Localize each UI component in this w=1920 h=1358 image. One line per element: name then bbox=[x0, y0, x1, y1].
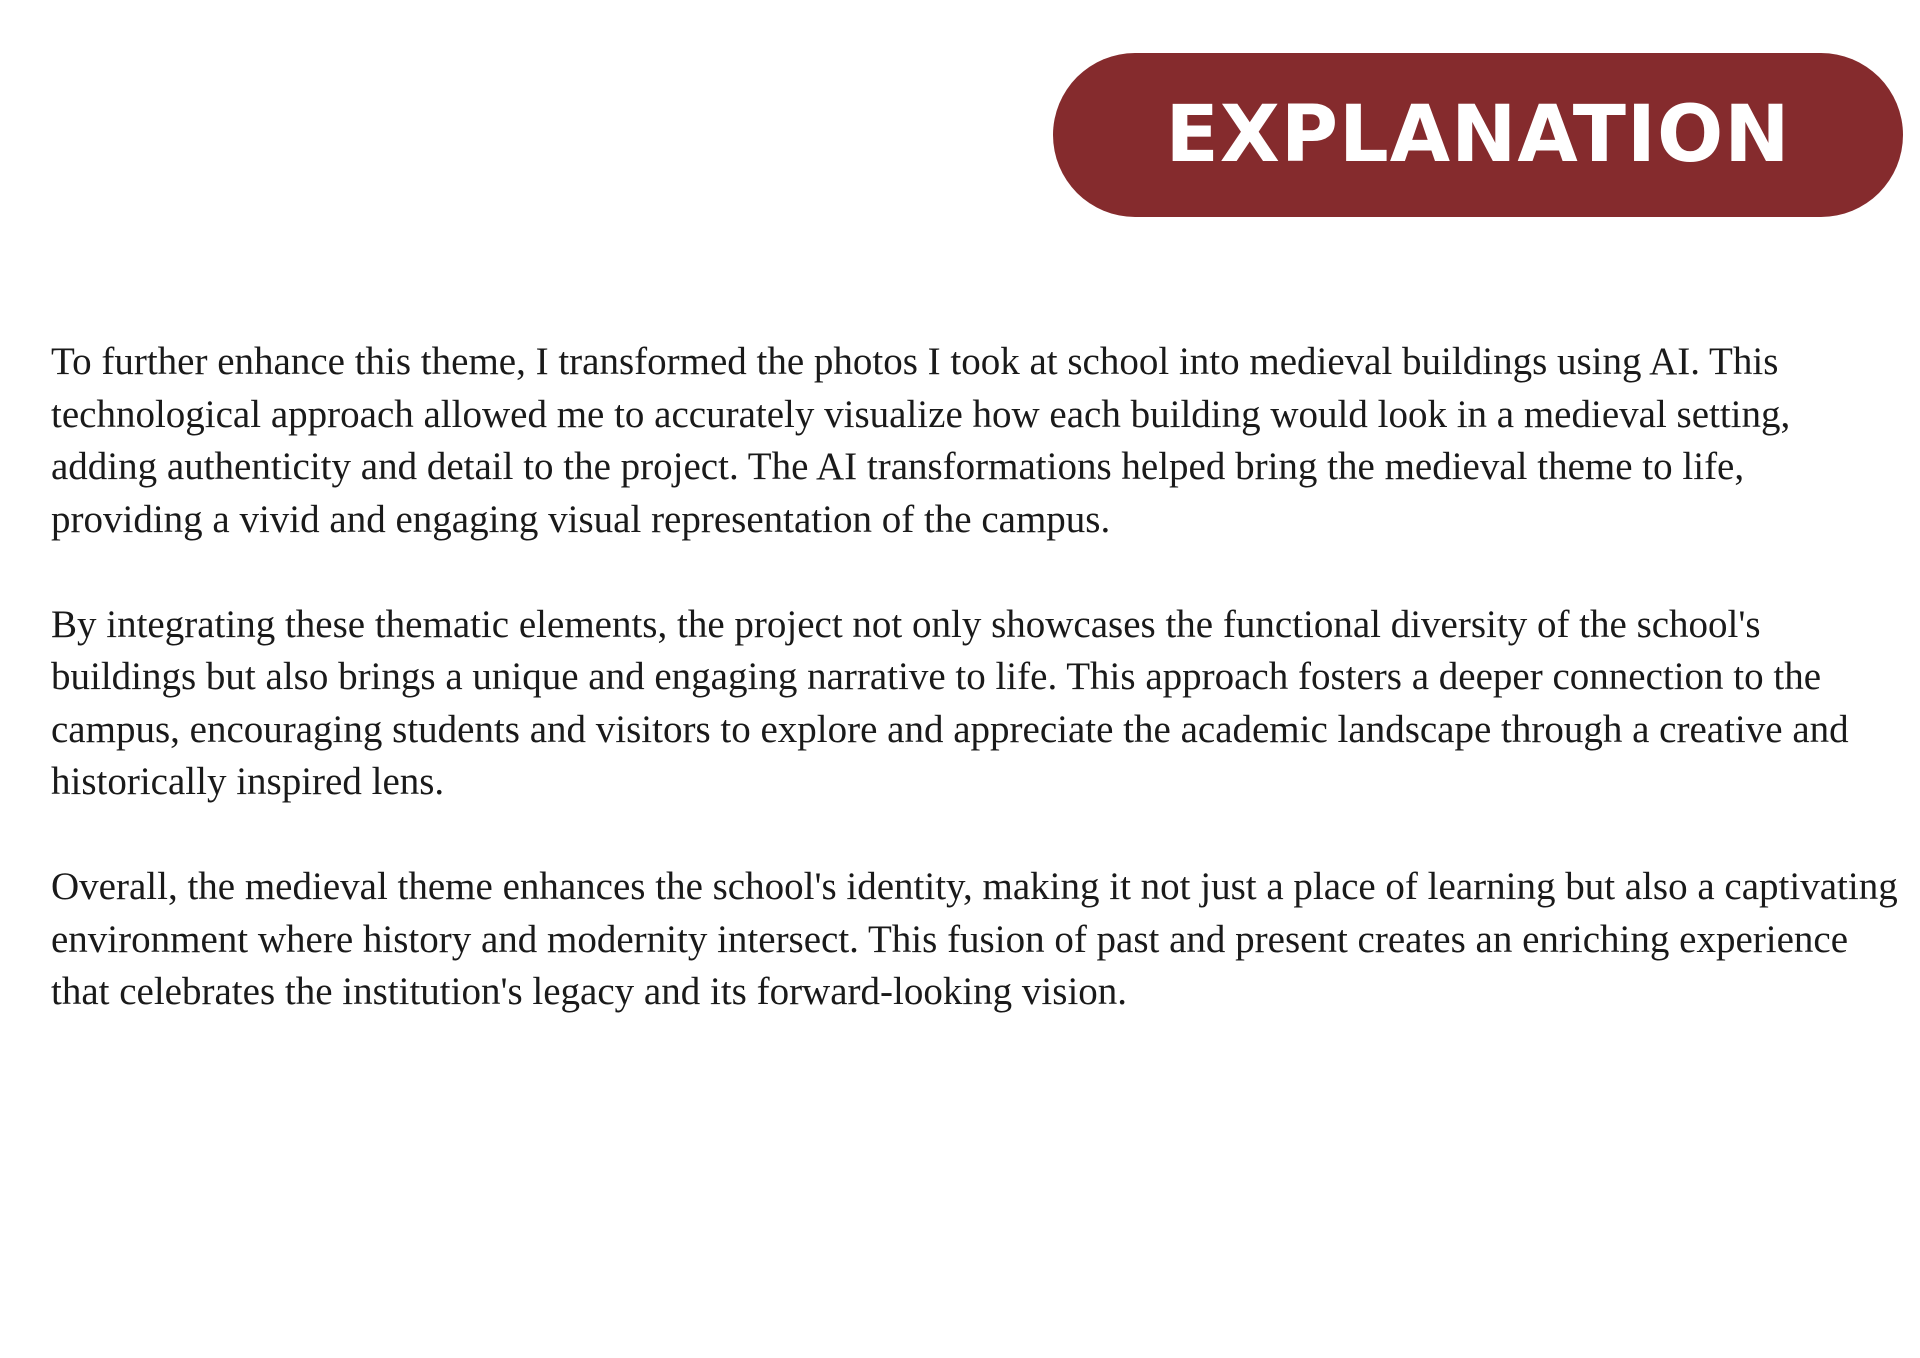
page-title: EXPLANATION bbox=[1165, 90, 1791, 180]
explanation-text bbox=[51, 336, 1901, 1019]
paragraph-3: Overall, the medieval theme enhances the school's identity, making it not just a place of learning but also a captivating environment where history and modernity intersect. This fusion of past and present creates an enriching experience that celebrates the institution's legacy and its forward-looking vision. bbox=[51, 865, 1898, 1013]
paragraph-1: To further enhance this theme, I transformed the photos I took at school into medieval buildings using AI. This technological approach allowed me to accurately visualize how each building would look in a medieval setting, adding authenticity and detail to the project. The AI transformations helped bring the medieval theme to life, providing a vivid and engaging visual representation of the campus. bbox=[51, 340, 1791, 541]
paragraph-2: By integrating these thematic elements, the project not only showcases the functional diversity of the school's buildings but also brings a unique and engaging narrative to life. This approach fosters a deeper connection to the campus, encouraging students and visitors to explore and appreciate the academic landscape through a creative and historically inspired lens. bbox=[51, 602, 1849, 803]
title-banner bbox=[1053, 53, 1903, 217]
